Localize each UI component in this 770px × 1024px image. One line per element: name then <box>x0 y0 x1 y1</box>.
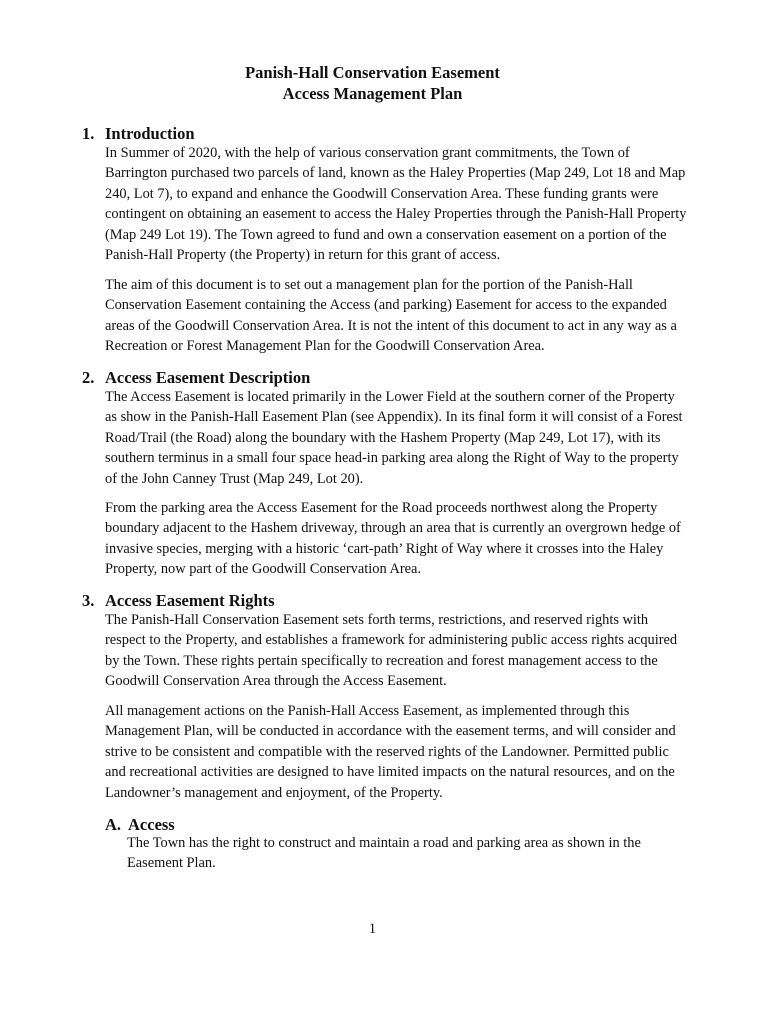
page-number: 1 <box>368 921 377 937</box>
title-line-1: Panish-Hall Conservation Easement <box>245 63 500 82</box>
section-3-heading <box>82 591 275 611</box>
section-number: 1. <box>82 124 95 143</box>
title-line-2: Access Management Plan <box>282 84 463 103</box>
subsection-letter: A. <box>105 815 122 834</box>
section-3-paragraph-2: All management actions on the Panish-Hall Access Easement, as implemented through this Management Plan, will be conducted in accordance with the easement terms, and will consider and strive to be consistent and compatible with the reserved rights of the Landowner. Permitted public and recreational activities are designed to have limited impacts on the natural resources, and on the Landowner’s management and enjoyment, of the Property. <box>105 703 676 801</box>
section-number: 3. <box>82 591 95 610</box>
section-title: Access Easement Description <box>105 368 311 387</box>
section-2-paragraph-2: From the parking area the Access Easement for the Road proceeds northwest along the Property boundary adjacent to the Hashem driveway, through an area that is currently an overgrown hedge of invasive species, merging with a historic ‘cart-path’ Right of Way where it crosses into the Haley Property, now part of the Goodwill Conservation Area. <box>105 500 681 578</box>
section-title: Access Easement Rights <box>105 591 275 610</box>
section-2-paragraph-1: The Access Easement is located primarily in the Lower Field at the southern corner of the Property as show in the Panish-Hall Easement Plan (see Appendix). In its final form it will consist of a Forest Road/Trail (the Road) along the boundary with the Hashem Property (Map 249, Lot 17), with its southern terminus in a small four space head-in parking area along the Right of Way to the property of the John Canney Trust (Map 249, Lot 20). <box>105 389 683 487</box>
section-number: 2. <box>82 368 95 387</box>
section-2-heading <box>82 368 310 388</box>
section-1-paragraph-2: The aim of this document is to set out a management plan for the portion of the Panish-Hall Conservation Easement containing the Access (and parking) Easement for access to the expanded areas of the Goodwill Conservation Area. It is not the intent of this document to act in any way as a Recreation or Forest Management Plan for the Goodwill Conservation Area. <box>105 277 677 355</box>
section-title: Introduction <box>105 124 195 143</box>
section-1-heading <box>82 124 195 144</box>
section-1-paragraph-1: In Summer of 2020, with the help of various conservation grant commitments, the Town of Barrington purchased two parcels of land, known as the Haley Properties (Map 249, Lot 18 and Map 240, Lot 7), to expand and enhance the Goodwill Conservation Area. These funding grants were contingent on obtaining an easement to access the Haley Properties through the Panish-Hall Property (Map 249 Lot 19). The Town agreed to fund and own a conservation easement on a portion of the Panish-Hall Property (the Property) in return for this grant of access. <box>105 145 687 264</box>
subsection-a-heading <box>105 815 175 835</box>
subsection-a-paragraph: The Town has the right to construct and maintain a road and parking area as shown in the Easement Plan. <box>127 835 641 872</box>
document-title <box>0 62 745 104</box>
section-3-paragraph-1: The Panish-Hall Conservation Easement sets forth terms, restrictions, and reserved rights with respect to the Property, and establishes a framework for administering public access rights acquired by the Town. These rights pertain specifically to recreation and forest management access to the Goodwill Conservation Area through the Access Easement. <box>105 612 678 690</box>
subsection-title: Access <box>128 815 175 834</box>
